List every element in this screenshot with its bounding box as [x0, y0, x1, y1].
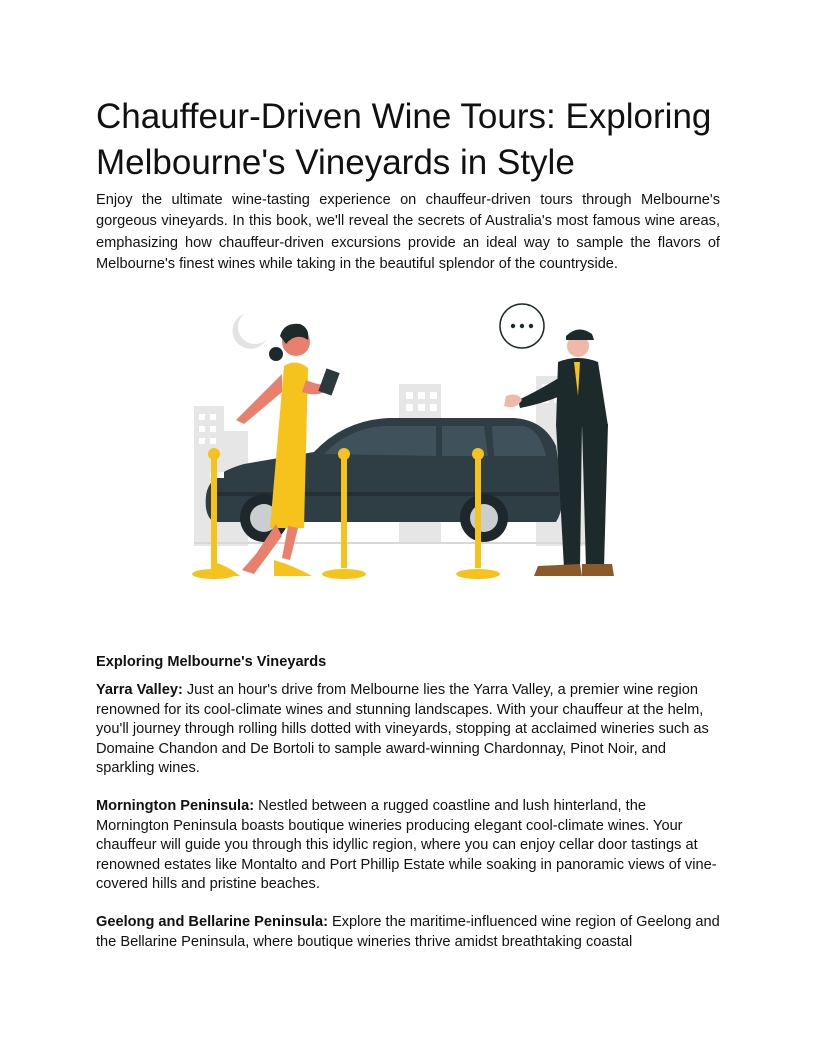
intro-paragraph: Enjoy the ultimate wine-tasting experience on chauffeur-driven tours through Melbourne's gorgeous vineyards. In this book, we'll reveal the secrets of Australia's most famous wine areas, emphasizing how chauffeur-driven excursions provide an ideal way to sample the flavors of Melbourne's finest wines while taking in the beautiful splendor of the countryside.	[96, 192, 720, 273]
geelong-bellarine-paragraph	[96, 913, 720, 952]
section-label: Yarra Valley:	[96, 682, 183, 698]
chauffeur-car-illustration	[184, 296, 634, 586]
mornington-peninsula-paragraph	[96, 797, 720, 895]
moon-icon	[233, 314, 266, 349]
title-line-1: Chauffeur-Driven Wine Tours: Exploring	[96, 97, 712, 136]
document-title	[96, 94, 720, 186]
section-text: Nestled between a rugged coastline and lush hinterland, the Mornington Peninsula boasts boutique wineries producing elegant cool-climate wines. Your chauffeur will guide you through this idyllic region, where you can enjoy cellar door tastings at renowned estates like Montalto and Port Phillip Estate while soaking in panoramic views of vine-covered hills and pristine beaches.	[96, 798, 717, 892]
section-heading: Exploring Melbourne's Vineyards	[96, 654, 327, 670]
section-label: Mornington Peninsula:	[96, 798, 255, 814]
section-label: Geelong and Bellarine Peninsula:	[96, 914, 328, 930]
section-text: Just an hour's drive from Melbourne lies the Yarra Valley, a premier wine region renowned for its cool-climate wines and stunning landscapes. With your chauffeur at the helm, you'll journey through rolling hills dotted with vineyards, stopping at acclaimed wineries such as Domaine Chandon and De Bortoli to sample award-winning Chardonnay, Pinot Noir, and sparkling wines.	[96, 682, 709, 776]
car-icon	[206, 418, 563, 542]
title-line-2: Melbourne's Vineyards in Style	[96, 143, 575, 182]
yarra-valley-paragraph	[96, 681, 720, 779]
section-text: Explore the maritime-influenced wine region of Geelong and the Bellarine Peninsula, where boutique wineries thrive amidst breathtaking coastal	[96, 914, 720, 950]
